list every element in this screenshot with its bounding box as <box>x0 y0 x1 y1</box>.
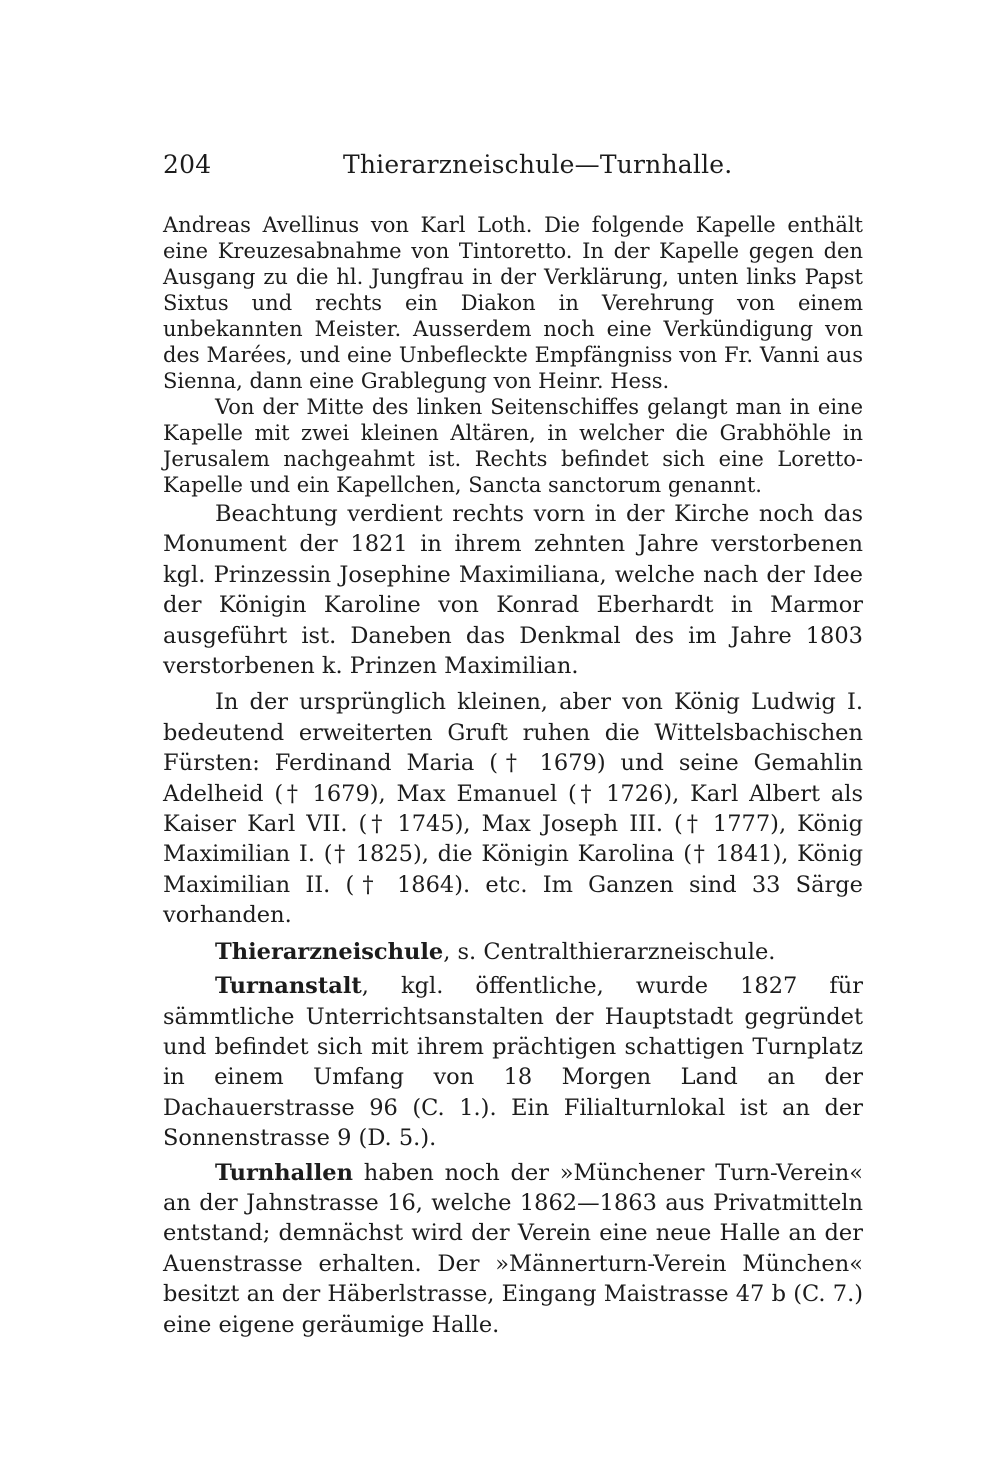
entry-keyword: Thierarzneischule <box>215 938 444 965</box>
page-number: 204 <box>163 150 212 179</box>
entry-text: , kgl. öffentliche, wurde 1827 für sämmtliche Unterrichtsanstalten der Hauptstadt gegründet und befindet sich mit ihrem prächtigen schattigen Turnplatz in einem Umfang von 18 Morgen Land an der Dachauerstrasse 96 (C. 1.). Ein Filialturnlokal ist an der Sonnenstrasse 9 (D. 5.). <box>163 973 863 1152</box>
entry-turnhallen <box>163 1158 863 1340</box>
paragraph-avellinus: Andreas Avellinus von Karl Loth. Die folgende Kapelle enthält eine Kreuzesabnahme von Tintoretto. In der Kapelle gegen den Ausgang zu die hl. Jungfrau in der Verklärung, unten links Papst Sixtus und rechts ein Diakon in Verehrung von einem unbekannten Meister. Ausserdem noch eine Verkündigung von des Marées, und eine Unbefleckte Empfängniss von Fr. Vanni aus Sienna, dann eine Grablegung von Heinr. Hess. <box>163 213 863 393</box>
entry-keyword: Turnanstalt <box>215 973 362 1000</box>
entry-keyword: Turnhallen <box>215 1159 353 1186</box>
entry-text: , s. Centralthierarzneischule. <box>443 938 776 965</box>
paragraph-monument: Beachtung verdient rechts vorn in der Kirche noch das Monument der 1821 in ihrem zehnten Jahre verstorbenen kgl. Prinzessin Josephine Maximiliana, welche nach der Idee der Königin Karoline von Konrad Eberhardt in Marmor ausgeführt ist. Daneben das Denkmal des im Jahre 1803 verstorbenen k. Prinzen Maximilian. <box>163 501 863 680</box>
entry-turnanstalt <box>163 971 863 1153</box>
entry-text: haben noch der »Münchener Turn-Verein« an der Jahnstrasse 16, welche 1862—1863 aus Privatmitteln entstand; demnächst wird der Verein eine neue Halle an der Auenstrasse erhalten. Der »Männerturn-Verein München« besitzt an der Häberlstrasse, Eingang Maistrasse 47 b (C. 7.) eine eigene geräumige Halle. <box>163 1159 863 1338</box>
paragraph-gruft: In der ursprünglich kleinen, aber von König Ludwig I. bedeutend erweiterten Gruft ruhen die Wittelsbachischen Fürsten: Ferdinand Maria († 1679) und seine Gemahlin Adelheid († 1679), Max Emanuel († 1726), Karl Albert als Kaiser Karl VII. († 1745), Max Joseph III. († 1777), König Maximilian I. († 1825), die Königin Karolina († 1841), König Maximilian II. († 1864). etc. Im Ganzen sind 33 Särge vorhanden. <box>163 689 863 929</box>
running-title: Thierarzneischule—Turnhalle. <box>343 150 733 179</box>
page-body <box>163 212 863 1340</box>
entry-thierarzneischule <box>163 937 863 967</box>
paragraph-seitenschiff: Von der Mitte des linken Seitenschiffes gelangt man in eine Kapelle mit zwei kleinen Altären, in welcher die Grabhöhle in Jerusalem nachgeahmt ist. Rechts befindet sich eine Loretto-Kapelle und ein Kapellchen, Sancta sanctorum genannt. <box>163 395 863 497</box>
